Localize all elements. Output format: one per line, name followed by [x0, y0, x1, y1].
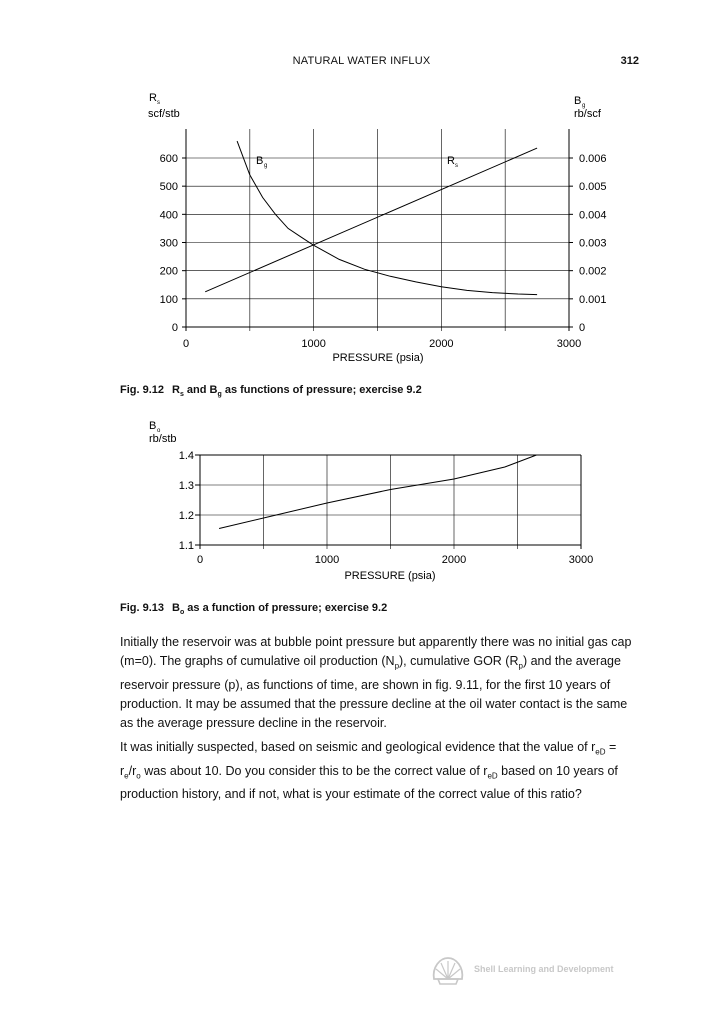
subscript: e — [124, 771, 129, 780]
y-tick-label: 100 — [159, 293, 178, 306]
x-axis-title: PRESSURE (psia) — [332, 352, 424, 364]
figure-9-13-chart — [0, 410, 723, 590]
y-axis-subscript: o — [157, 428, 161, 434]
y-axis-title — [149, 420, 177, 445]
x-axis-title: PRESSURE (psia) — [344, 570, 436, 582]
y-tick-label: 1.2 — [178, 510, 194, 522]
text-run: ), cumulative GOR (R — [399, 654, 519, 668]
y-tick-label: 600 — [159, 153, 178, 165]
text-run: Initially the reservoir was at bubble point pressure but apparently there was no initial gas cap (m=0). The graphs of cumulative oil production (N — [120, 635, 632, 668]
y-tick-label: 400 — [159, 209, 178, 222]
figure-9-12-caption — [120, 384, 422, 398]
caption-part: as functions of pressure; exercise 9.2 — [221, 384, 422, 396]
y-tick-label: 1.1 — [178, 540, 194, 552]
y-axis-units: rb/stb — [149, 433, 177, 445]
y-axis-left-subscript: s — [157, 100, 160, 106]
y-tick-label: 1.3 — [178, 480, 194, 492]
y-right-tick-label: 0.005 — [579, 181, 607, 194]
shell-pecten-icon — [430, 955, 466, 987]
y-axis-right-ticks — [569, 153, 607, 334]
subscript: p — [394, 661, 400, 671]
y-tick-label: 0 — [171, 322, 178, 334]
y-axis-right-symbol: B — [574, 95, 582, 107]
paragraph-initial-conditions — [120, 633, 640, 733]
y-right-tick-label: 0.003 — [579, 237, 607, 250]
y-axis-symbol: B — [149, 420, 157, 432]
bg-curve-label — [256, 155, 267, 169]
page-number: 312 — [620, 55, 639, 67]
y-axis-left-symbol: R — [149, 92, 157, 104]
y-axis-right-units: rb/scf — [574, 108, 601, 120]
x-axis-ticks — [183, 338, 581, 350]
text-run: was about 10. Do you consider this to be the correct value of r — [140, 763, 488, 778]
text-run: ) and the average reservoir pressure (p), as functions of time, are shown in fig. 9.11, for the first 10 years of production. It may be assumed that the pressure decline at the oil water contact is the same as the average pressure decline in the reservoir. — [120, 654, 628, 730]
y-axis-left-ticks — [160, 153, 186, 334]
text-run: = r — [120, 740, 617, 778]
caption-part: as a function of pressure; exercise 9.2 — [184, 602, 388, 614]
y-tick-label: 300 — [159, 237, 178, 250]
y-right-tick-label: 0.001 — [579, 293, 607, 306]
subscript: o — [136, 771, 141, 780]
x-axis-ticks — [197, 554, 593, 566]
rs-label-subscript: s — [455, 163, 458, 169]
y-axis-right-subscript: g — [582, 103, 586, 109]
caption-subscript: o — [179, 609, 185, 617]
y-right-tick-label: 0.004 — [579, 209, 607, 222]
x-tick-label: 3000 — [568, 554, 594, 566]
y-right-tick-label: 0.006 — [579, 153, 607, 165]
caption-part: R — [172, 384, 180, 396]
x-tick-label: 1000 — [301, 338, 326, 350]
x-tick-label: 3000 — [556, 338, 582, 350]
y-right-tick-label: 0.002 — [579, 265, 607, 278]
figure-9-12-chart — [0, 85, 723, 385]
figure-number: Fig. 9.13 — [120, 602, 165, 614]
x-tick-label: 1000 — [314, 554, 340, 566]
subscript: p — [518, 661, 523, 671]
subscript: eD — [595, 747, 606, 757]
subscript: eD — [487, 771, 498, 780]
bo-series-line — [219, 455, 536, 529]
y-tick-label: 1.4 — [178, 450, 194, 462]
y-axis-left-units: scf/stb — [148, 108, 180, 120]
grid — [200, 455, 581, 549]
caption-subscript: g — [217, 391, 222, 399]
x-tick-label: 0 — [182, 338, 190, 350]
paragraph-question — [120, 738, 640, 804]
caption-part: and B — [183, 384, 218, 396]
text-run: It was initially suspected, based on seismic and geological evidence that the value of r — [120, 740, 596, 754]
bg-label-subscript: g — [264, 163, 268, 169]
y-tick-label: 500 — [159, 181, 178, 194]
y-axis-right-title — [574, 95, 602, 120]
y-tick-label: 200 — [159, 265, 178, 278]
text-run: based on 10 years of production history, and if not, what is your estimate of the correct value of this ratio? — [120, 763, 618, 801]
bg-label-symbol: B — [256, 155, 264, 167]
running-header-title: NATURAL WATER INFLUX — [292, 55, 431, 67]
x-tick-label: 2000 — [441, 554, 467, 566]
figure-9-13-caption — [120, 602, 387, 616]
footer-brand-text: Shell Learning and Development — [474, 964, 614, 974]
figure-number: Fig. 9.12 — [120, 384, 165, 396]
y-right-tick-label: 0 — [579, 322, 586, 334]
footer-branding — [430, 955, 650, 987]
x-tick-label: 2000 — [429, 338, 454, 350]
text-run: /r — [128, 763, 137, 778]
bg-series-line — [237, 141, 537, 295]
rs-series-line — [205, 148, 537, 292]
y-axis-ticks — [179, 450, 200, 552]
caption-part: B — [172, 602, 180, 614]
rs-curve-label — [447, 155, 458, 169]
caption-subscript: s — [179, 391, 184, 399]
rs-label-symbol: R — [447, 155, 455, 167]
x-tick-label: 0 — [196, 554, 204, 566]
y-axis-left-title — [148, 92, 180, 120]
